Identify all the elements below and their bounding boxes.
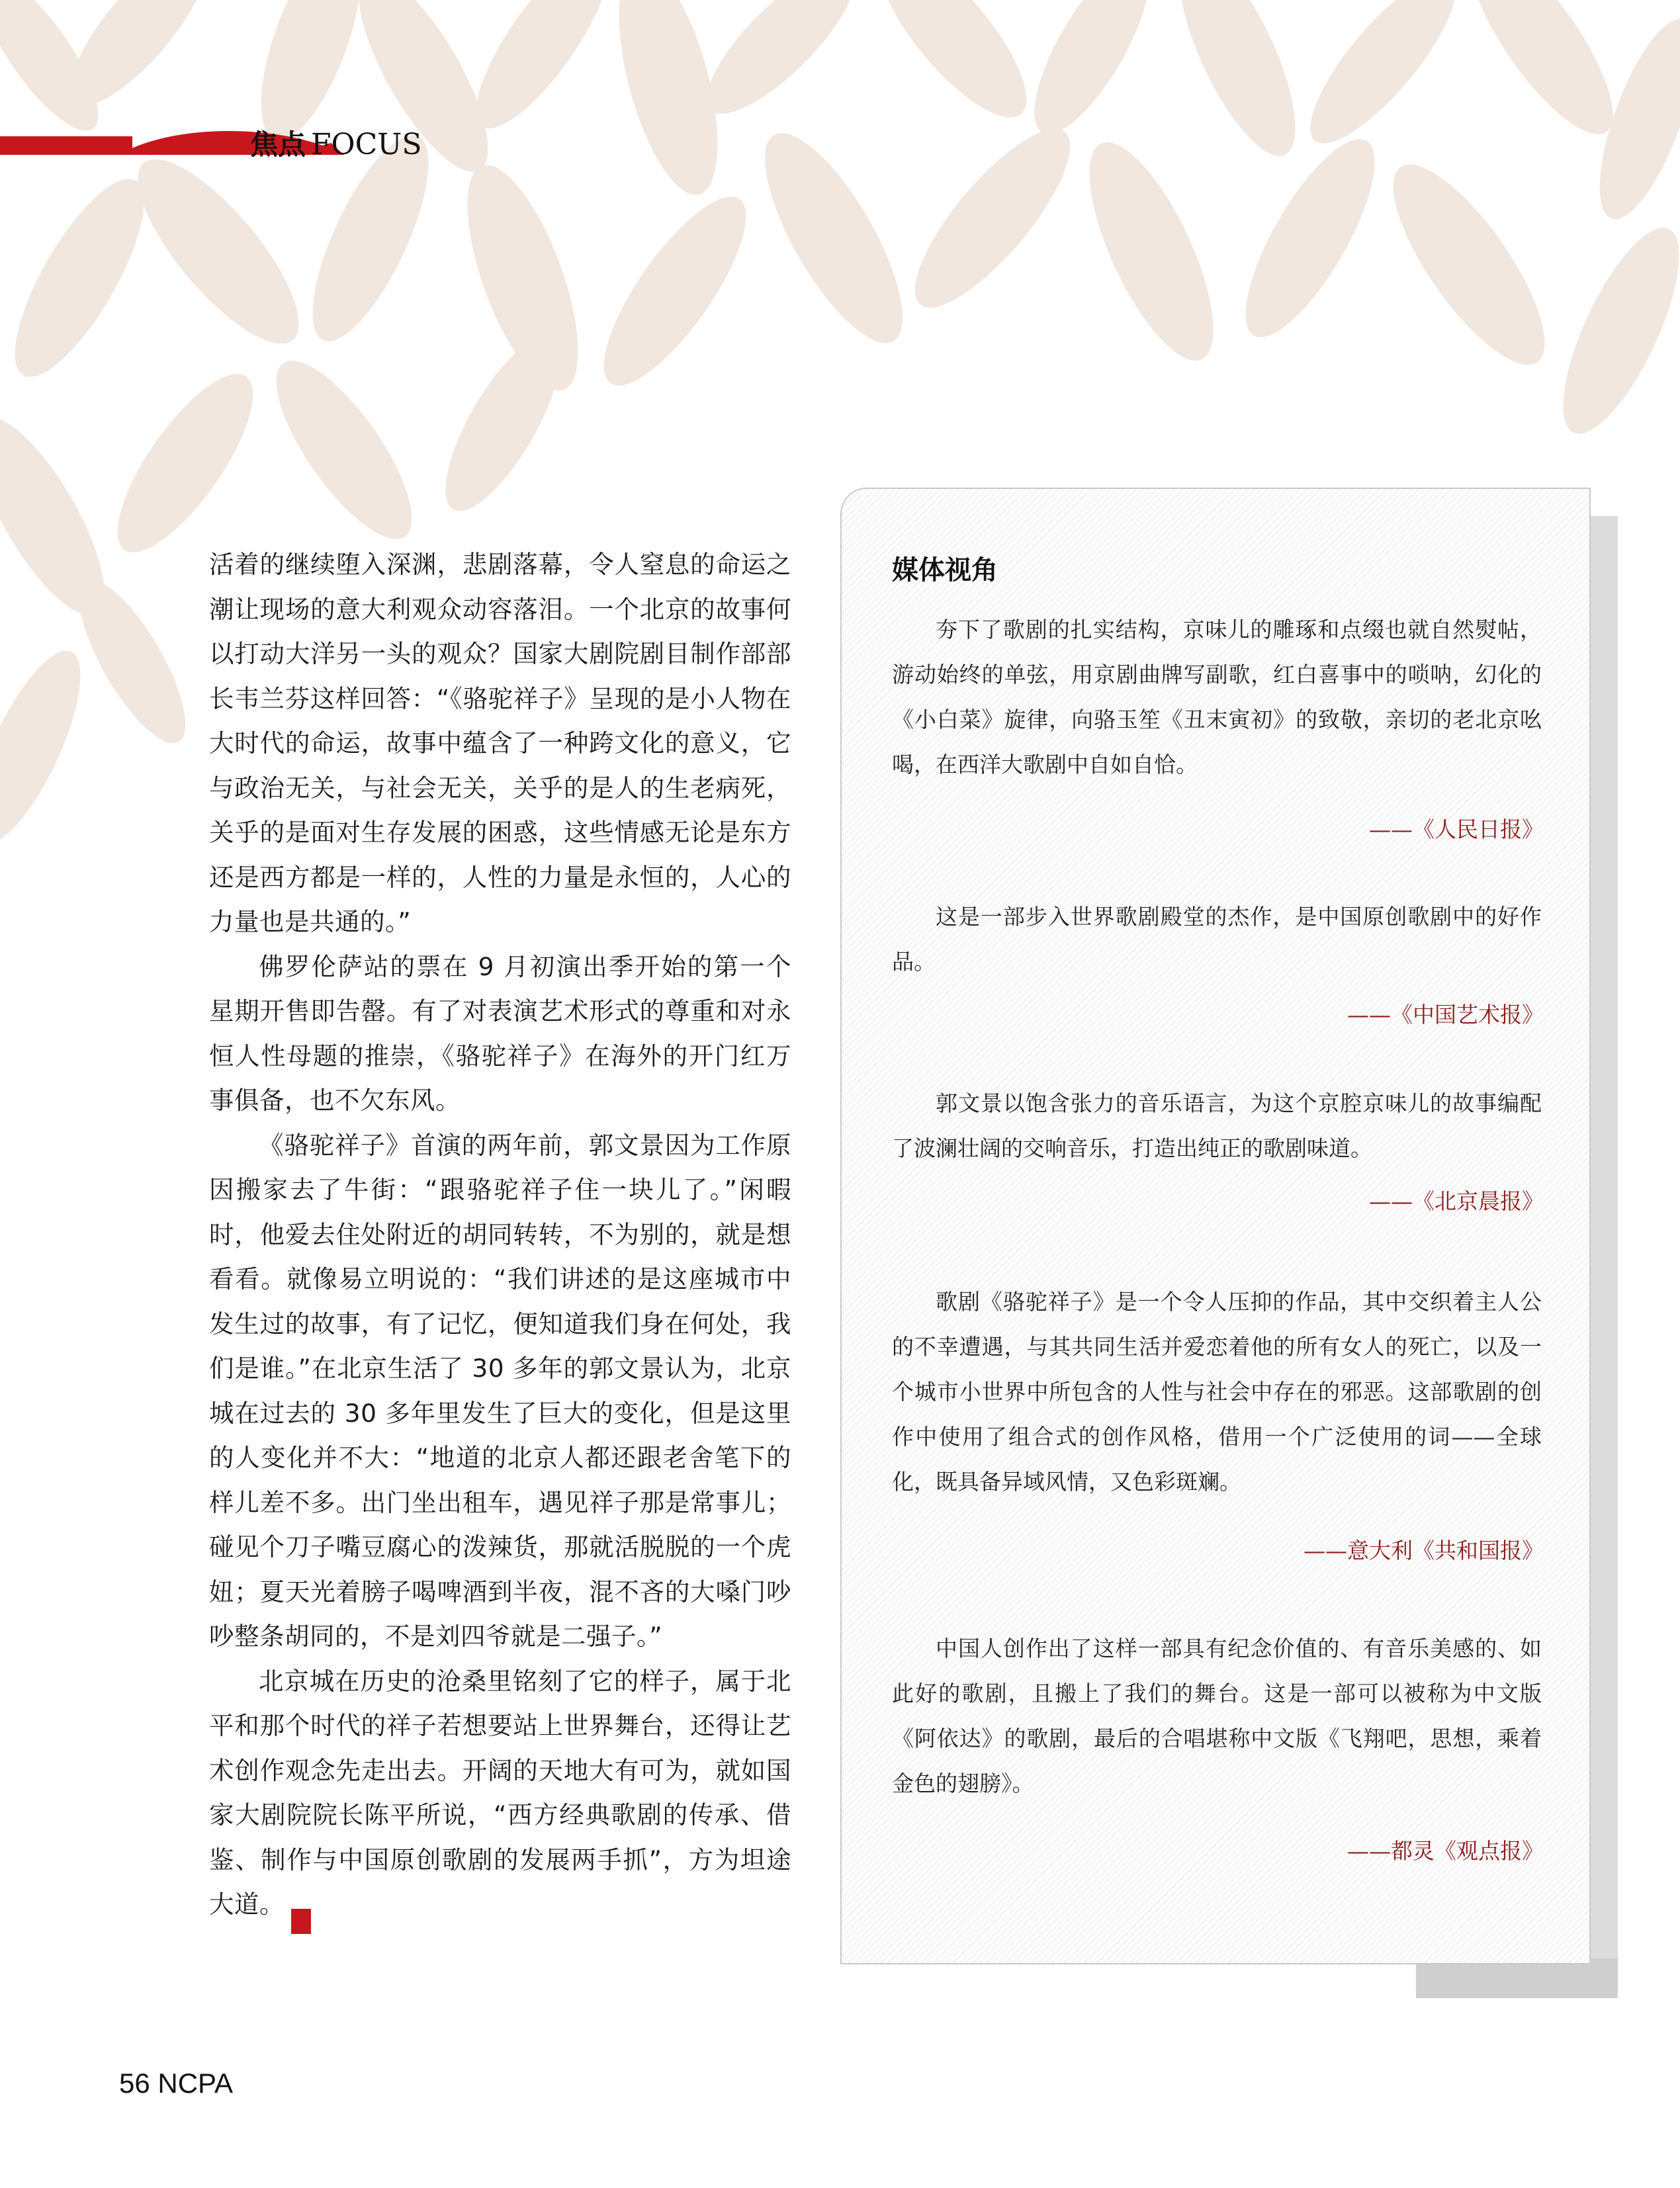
quote-5	[892, 1626, 1542, 1806]
paragraph-3: 《骆驼祥子》首演的两年前，郭文景因为工作原因搬家去了牛街：“跟骆驼祥子住一块儿了。”闲暇时，他爱去住处附近的胡同转转，不为别的，就是想看看。就像易立明说的：“我们讲述的是这座城市中发生过的故事，有了记忆，便知道我们身在何处，我们是谁。”在北京生活了 30 多年的郭文景认为，北京城在过去的 30 多年里发生了巨大的变化，但是这里的人变化并不大：“地道的北京人都还跟老舍笔下的样儿差不多。出门坐出租车，遇见祥子那是常事儿；碰见个刀子嘴豆腐心的泼辣货，那就活脱脱的一个虎妞；夏天光着膀子喝啤酒到半夜，混不吝的大嗓门吵吵整条胡同的，不是刘四爷就是二强子。”	[209, 1130, 791, 1651]
quote-4-source: ——意大利《共和国报》	[1304, 1538, 1544, 1563]
quote-2-source: ——《中国艺术报》	[1347, 1002, 1544, 1028]
quote-4-text: 歌剧《骆驼祥子》是一个令人压抑的作品，其中交织着主人公的不幸遭遇，与其共同生活并爱恋着他的所有女人的死亡，以及一个城市小世界中所包含的人性与社会中存在的邪恶。这部歌剧的创作中使用了组合式的创作风格，借用一个广泛使用的词——全球化，既具备异域风情，又色彩斑斓。	[892, 1289, 1542, 1495]
page-number: 56	[119, 2068, 150, 2099]
paragraph-4-text: 北京城在历史的沧桑里铭刻了它的样子，属于北平和那个时代的祥子若想要站上世界舞台，还得让艺术创作观念先走出去。开阔的天地大有可为，就如国家大剧院院长陈平所说，“西方经典歌剧的传承、借鉴、制作与中国原创歌剧的发展两手抓”，方为坦途大道。	[209, 1666, 791, 1919]
quote-3-source: ——《北京晨报》	[1369, 1188, 1544, 1214]
sidebar-title: 媒体视角	[892, 555, 998, 586]
quote-3-text: 郭文景以饱含张力的音乐语言，为这个京腔京味儿的故事编配了波澜壮阔的交响音乐，打造出纯正的歌剧味道。	[892, 1090, 1542, 1161]
quote-1-source: ——《人民日报》	[1369, 816, 1544, 842]
paragraph-2: 佛罗伦萨站的票在 9 月初演出季开始的第一个星期开售即告罄。有了对表演艺术形式的尊重和对永恒人性母题的推崇，《骆驼祥子》在海外的开门红万事俱备，也不欠东风。	[209, 951, 791, 1115]
quote-1	[892, 607, 1542, 787]
paragraph-4	[209, 1659, 791, 1935]
paragraph-1: 活着的继续堕入深渊，悲剧落幕，令人窒息的命运之潮让现场的意大利观众动容落泪。一个北京的故事何以打动大洋另一头的观众？国家大剧院剧目制作部部长韦兰芬这样回答：“《骆驼祥子》呈现的是小人物在大时代的命运，故事中蕴含了一种跨文化的意义，它与政治无关，与社会无关，关乎的是人的生老病死，关乎的是面对生存发展的困惑，这些情感无论是东方还是西方都是一样的，人性的力量是永恒的，人心的力量也是共通的。”	[209, 550, 791, 936]
page-footer	[119, 2068, 233, 2099]
quote-1-text: 夯下了歌剧的扎实结构，京味儿的雕琢和点缀也就自然熨帖，游动始终的单弦，用京剧曲牌写副歌，红白喜事中的唢呐，幻化的《小白菜》旋律，向骆玉笙《丑末寅初》的致敬，亲切的老北京吆喝，在西洋大歌剧中自如自恰。	[892, 617, 1542, 777]
quote-5-source: ——都灵《观点报》	[1347, 1838, 1544, 1864]
quote-4	[892, 1280, 1542, 1505]
quote-2	[892, 895, 1542, 985]
article-body	[209, 543, 791, 1934]
ncpa-seal-icon: NCPA	[291, 1909, 311, 1934]
section-title-en: FOCUS	[311, 128, 422, 161]
footer-brand: NCPA	[157, 2068, 233, 2099]
section-title-zh: 焦点	[250, 128, 306, 161]
section-header	[250, 123, 422, 169]
quote-2-text: 这是一部步入世界歌剧殿堂的杰作，是中国原创歌剧中的好作品。	[892, 904, 1542, 975]
sidebar-shadow-bottom	[1416, 1958, 1618, 1998]
quote-5-text: 中国人创作出了这样一部具有纪念价值的、有音乐美感的、如此好的歌剧，且搬上了我们的舞台。这是一部可以被称为中文版《阿依达》的歌剧，最后的合唱堪称中文版《飞翔吧，思想，乘着金色的翅膀》。	[892, 1636, 1542, 1796]
quote-3	[892, 1081, 1542, 1171]
